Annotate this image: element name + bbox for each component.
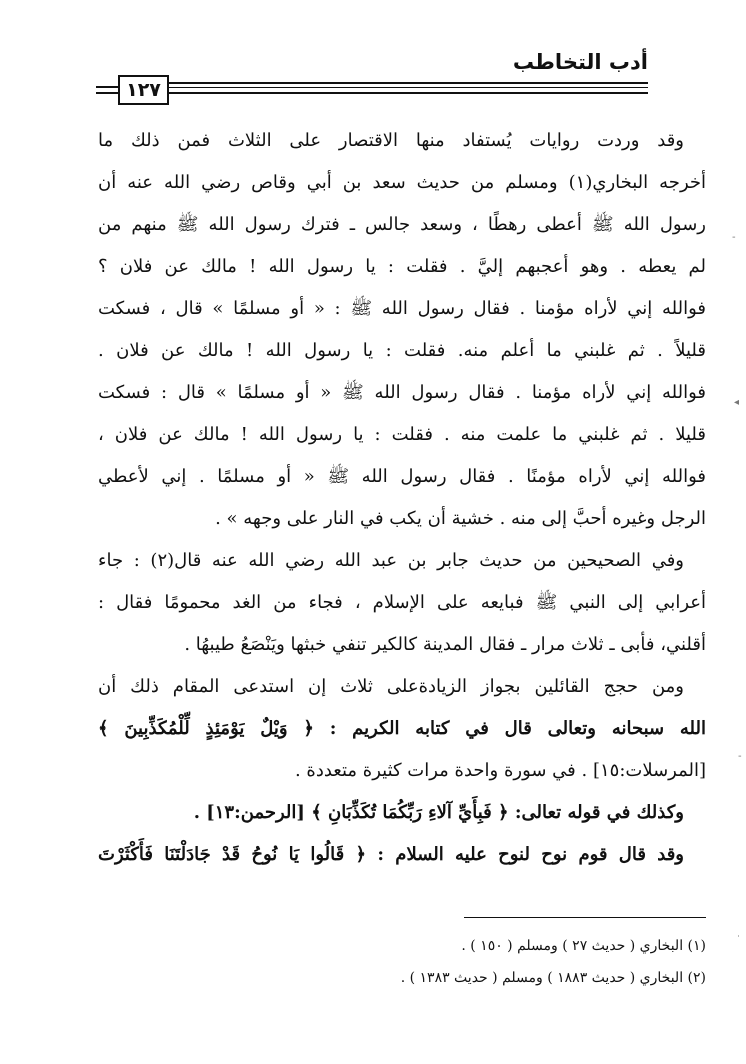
scan-margin-mark: - (738, 751, 742, 762)
footnotes (206, 930, 706, 994)
quran-verse-line: وكذلك في قوله تعالى: ﴿ فَبِأَيِّ آلاءِ رَبِّكُمَا تُكَذِّبَانِ ﴾ [الرحمن:١٣] . (193, 802, 684, 823)
footnote: (٢) البخاري ( حديث ١٨٨٣ ) ومسلم ( حديث ١٣٨٣ ) . (400, 970, 706, 986)
body-line: وقد وردت روايات يُستفاد منها الاقتصار على الثلاث فمن ذلك ما (98, 130, 684, 151)
body-line: قليلا . ثم غلبني ما علمت منه . فقلت : يا رسول الله ! مالك عن فلان ، (98, 424, 706, 445)
body-line: فوالله إني لأراه مؤمنا . فقال رسول الله ﷺ : « أو مسلمًا » قال ، فسكت (98, 298, 706, 319)
running-title: أدب التخاطب (512, 50, 648, 74)
header-dash (96, 86, 118, 88)
scan-margin-mark: ˙ (736, 935, 741, 946)
body-line: فوالله إني لأراه مؤمنا . فقال رسول الله ﷺ « أو مسلمًا » قال : فسكت (98, 382, 706, 403)
footnote: (١) البخاري ( حديث ٢٧ ) ومسلم ( ١٥٠ ) . (461, 938, 706, 954)
scan-margin-mark: ◂ (734, 397, 740, 408)
body-line: أقلني، فأبى ـ ثلاث مرار ـ فقال المدينة كالكير تنفي خبثها ويَنْصَعُ طيبهُا . (184, 634, 706, 655)
body-line: [المرسلات:١٥] . في سورة واحدة مرات كثيرة متعددة . (294, 760, 706, 781)
header-dash (96, 92, 118, 94)
body-line: ومن حجج القائلين بجواز الزيادةعلى ثلاث إن استدعى المقام ذلك أن (98, 676, 684, 697)
body-line: رسول الله ﷺ أعطى رهطًا ، وسعد جالس ـ فترك رسول الله ﷺ منهم من (98, 214, 706, 235)
header-rule (165, 87, 648, 88)
body-line: أخرجه البخاري(١) ومسلم من حديث سعد بن أبي وقاص رضي الله عنه أن (98, 172, 706, 193)
scan-margin-mark: - (732, 232, 736, 243)
body-text (98, 120, 706, 876)
quran-verse-line: الله سبحانه وتعالى قال في كتابه الكريم : ﴿ وَيْلٌ يَوْمَئِذٍ لِّلْمُكَذِّبِينَ ﴾ (98, 718, 706, 739)
body-line: قليلاً . ثم غلبني ما أعلم منه. فقلت : يا رسول الله ! مالك عن فلان . (98, 340, 706, 361)
body-line: فوالله إني لأراه مؤمنًا . فقال رسول الله ﷺ « أو مسلمًا . إني لأعطي (98, 466, 706, 487)
header-rule (165, 82, 648, 84)
quran-verse-line: وقد قال قوم نوح لنوح عليه السلام : ﴿ قَالُوا يَا نُوحُ قَدْ جَادَلْتَنَا فَأَكْثَرْتَ (98, 844, 684, 865)
body-line: لم يعطه . وهو أعجبهم إليَّ . فقلت : يا رسول الله ! مالك عن فلان ؟ (98, 256, 706, 277)
body-line: أعرابي إلى النبي ﷺ فبايعه على الإسلام ، فجاء من الغد محمومًا فقال : (98, 592, 706, 613)
header-rule (165, 92, 648, 94)
body-line: الرجل وغيره أحبَّ إلى منه . خشية أن يكب في النار على وجهه » . (215, 508, 706, 529)
page-number: ١٢٧ (118, 75, 169, 105)
footnote-separator (464, 917, 706, 918)
body-line: وفي الصحيحين من حديث جابر بن عبد الله رضي الله عنه قال(٢) : جاء (98, 550, 684, 571)
